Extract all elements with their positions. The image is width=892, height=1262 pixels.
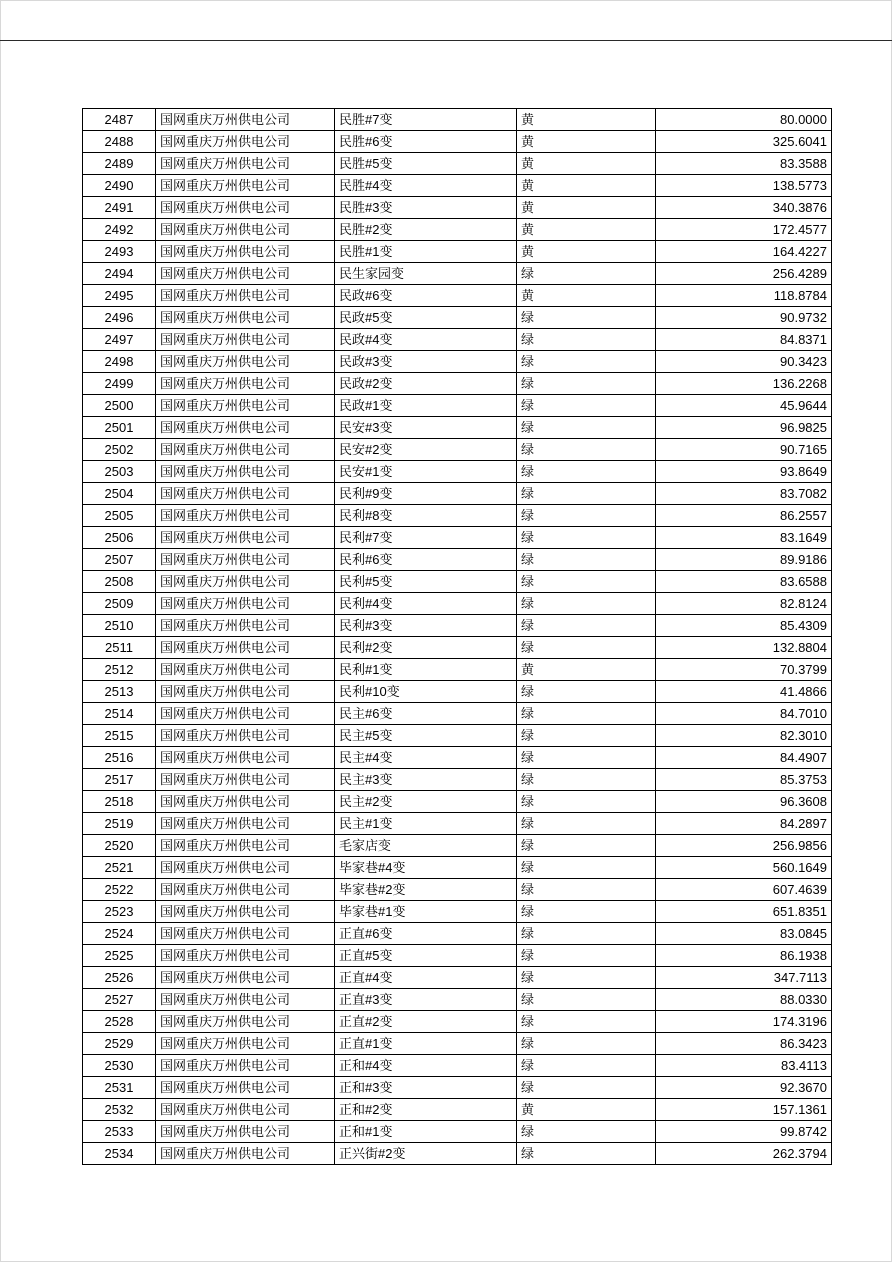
cell-row-number: 2495: [83, 285, 156, 307]
cell-value: 96.9825: [656, 417, 832, 439]
cell-row-number: 2490: [83, 175, 156, 197]
cell-value: 85.4309: [656, 615, 832, 637]
cell-value: 164.4227: [656, 241, 832, 263]
table-body: [83, 109, 832, 1165]
table-row: [83, 791, 832, 813]
table-row: [83, 131, 832, 153]
cell-value: 83.3588: [656, 153, 832, 175]
table-row: [83, 329, 832, 351]
cell-company-name: 国网重庆万州供电公司: [156, 1033, 335, 1055]
cell-row-number: 2531: [83, 1077, 156, 1099]
cell-value: 256.9856: [656, 835, 832, 857]
cell-row-number: 2516: [83, 747, 156, 769]
cell-company-name: 国网重庆万州供电公司: [156, 1077, 335, 1099]
cell-company-name: 国网重庆万州供电公司: [156, 615, 335, 637]
cell-company-name: 国网重庆万州供电公司: [156, 351, 335, 373]
cell-row-number: 2491: [83, 197, 156, 219]
cell-value: 80.0000: [656, 109, 832, 131]
cell-status: 绿: [517, 857, 656, 879]
cell-company-name: 国网重庆万州供电公司: [156, 1143, 335, 1165]
cell-company-name: 国网重庆万州供电公司: [156, 571, 335, 593]
cell-status: 绿: [517, 417, 656, 439]
cell-status: 绿: [517, 373, 656, 395]
cell-value: 89.9186: [656, 549, 832, 571]
table-row: [83, 1143, 832, 1165]
cell-status: 绿: [517, 593, 656, 615]
cell-value: 86.3423: [656, 1033, 832, 1055]
cell-value: 560.1649: [656, 857, 832, 879]
table-row: [83, 725, 832, 747]
cell-status: 绿: [517, 681, 656, 703]
cell-value: 651.8351: [656, 901, 832, 923]
cell-value: 262.3794: [656, 1143, 832, 1165]
cell-station-name: 正直#3变: [335, 989, 517, 1011]
cell-station-name: 民利#2变: [335, 637, 517, 659]
cell-station-name: 正和#4变: [335, 1055, 517, 1077]
cell-row-number: 2513: [83, 681, 156, 703]
cell-company-name: 国网重庆万州供电公司: [156, 131, 335, 153]
cell-status: 绿: [517, 505, 656, 527]
cell-company-name: 国网重庆万州供电公司: [156, 813, 335, 835]
cell-station-name: 民安#3变: [335, 417, 517, 439]
cell-row-number: 2528: [83, 1011, 156, 1033]
cell-station-name: 民主#5变: [335, 725, 517, 747]
cell-value: 83.1649: [656, 527, 832, 549]
cell-station-name: 民胜#2变: [335, 219, 517, 241]
cell-station-name: 民利#8变: [335, 505, 517, 527]
cell-status: 黄: [517, 1099, 656, 1121]
cell-value: 340.3876: [656, 197, 832, 219]
cell-company-name: 国网重庆万州供电公司: [156, 461, 335, 483]
cell-row-number: 2502: [83, 439, 156, 461]
cell-company-name: 国网重庆万州供电公司: [156, 593, 335, 615]
table-row: [83, 835, 832, 857]
cell-company-name: 国网重庆万州供电公司: [156, 725, 335, 747]
cell-status: 绿: [517, 725, 656, 747]
cell-row-number: 2522: [83, 879, 156, 901]
table-row: [83, 571, 832, 593]
table-row: [83, 505, 832, 527]
cell-station-name: 民利#1变: [335, 659, 517, 681]
table-row: [83, 681, 832, 703]
table-row: [83, 219, 832, 241]
cell-company-name: 国网重庆万州供电公司: [156, 989, 335, 1011]
cell-row-number: 2499: [83, 373, 156, 395]
cell-station-name: 毛家店变: [335, 835, 517, 857]
table-row: [83, 395, 832, 417]
cell-status: 黄: [517, 241, 656, 263]
cell-company-name: 国网重庆万州供电公司: [156, 241, 335, 263]
cell-company-name: 国网重庆万州供电公司: [156, 395, 335, 417]
table-row: [83, 175, 832, 197]
cell-station-name: 正直#5变: [335, 945, 517, 967]
cell-company-name: 国网重庆万州供电公司: [156, 417, 335, 439]
cell-status: 绿: [517, 835, 656, 857]
table-row: [83, 439, 832, 461]
cell-company-name: 国网重庆万州供电公司: [156, 1011, 335, 1033]
cell-value: 172.4577: [656, 219, 832, 241]
cell-company-name: 国网重庆万州供电公司: [156, 329, 335, 351]
cell-company-name: 国网重庆万州供电公司: [156, 659, 335, 681]
cell-row-number: 2498: [83, 351, 156, 373]
cell-status: 黄: [517, 659, 656, 681]
cell-station-name: 民利#7变: [335, 527, 517, 549]
cell-value: 84.7010: [656, 703, 832, 725]
cell-station-name: 民生家园变: [335, 263, 517, 285]
cell-company-name: 国网重庆万州供电公司: [156, 109, 335, 131]
cell-row-number: 2526: [83, 967, 156, 989]
cell-company-name: 国网重庆万州供电公司: [156, 175, 335, 197]
cell-company-name: 国网重庆万州供电公司: [156, 637, 335, 659]
cell-company-name: 国网重庆万州供电公司: [156, 263, 335, 285]
table-row: [83, 1011, 832, 1033]
cell-status: 绿: [517, 747, 656, 769]
cell-value: 136.2268: [656, 373, 832, 395]
cell-value: 118.8784: [656, 285, 832, 307]
cell-status: 绿: [517, 527, 656, 549]
cell-station-name: 正和#1变: [335, 1121, 517, 1143]
cell-station-name: 正直#2变: [335, 1011, 517, 1033]
cell-row-number: 2505: [83, 505, 156, 527]
cell-row-number: 2500: [83, 395, 156, 417]
cell-station-name: 正直#1变: [335, 1033, 517, 1055]
cell-status: 绿: [517, 967, 656, 989]
cell-company-name: 国网重庆万州供电公司: [156, 505, 335, 527]
cell-status: 黄: [517, 131, 656, 153]
cell-row-number: 2507: [83, 549, 156, 571]
table-row: [83, 989, 832, 1011]
cell-station-name: 民主#3变: [335, 769, 517, 791]
cell-status: 黄: [517, 197, 656, 219]
cell-company-name: 国网重庆万州供电公司: [156, 835, 335, 857]
cell-value: 70.3799: [656, 659, 832, 681]
cell-value: 90.7165: [656, 439, 832, 461]
cell-value: 325.6041: [656, 131, 832, 153]
table-row: [83, 109, 832, 131]
table-row: [83, 153, 832, 175]
table-row: [83, 1077, 832, 1099]
cell-station-name: 正和#3变: [335, 1077, 517, 1099]
cell-company-name: 国网重庆万州供电公司: [156, 197, 335, 219]
cell-value: 92.3670: [656, 1077, 832, 1099]
cell-company-name: 国网重庆万州供电公司: [156, 945, 335, 967]
cell-status: 黄: [517, 109, 656, 131]
cell-row-number: 2529: [83, 1033, 156, 1055]
cell-row-number: 2494: [83, 263, 156, 285]
cell-row-number: 2501: [83, 417, 156, 439]
cell-company-name: 国网重庆万州供电公司: [156, 901, 335, 923]
table-row: [83, 373, 832, 395]
table-row: [83, 417, 832, 439]
cell-status: 绿: [517, 1143, 656, 1165]
table-row: [83, 879, 832, 901]
cell-company-name: 国网重庆万州供电公司: [156, 769, 335, 791]
cell-station-name: 民政#4变: [335, 329, 517, 351]
cell-station-name: 民政#5变: [335, 307, 517, 329]
cell-station-name: 民利#4变: [335, 593, 517, 615]
cell-row-number: 2524: [83, 923, 156, 945]
table-row: [83, 1033, 832, 1055]
cell-station-name: 民胜#7变: [335, 109, 517, 131]
cell-status: 绿: [517, 483, 656, 505]
cell-station-name: 正直#6变: [335, 923, 517, 945]
cell-row-number: 2527: [83, 989, 156, 1011]
cell-value: 138.5773: [656, 175, 832, 197]
cell-station-name: 民主#4变: [335, 747, 517, 769]
cell-station-name: 正兴街#2变: [335, 1143, 517, 1165]
cell-row-number: 2489: [83, 153, 156, 175]
cell-company-name: 国网重庆万州供电公司: [156, 1099, 335, 1121]
cell-station-name: 民利#3变: [335, 615, 517, 637]
cell-station-name: 民利#9变: [335, 483, 517, 505]
table-row: [83, 461, 832, 483]
cell-status: 绿: [517, 549, 656, 571]
cell-value: 84.4907: [656, 747, 832, 769]
cell-value: 174.3196: [656, 1011, 832, 1033]
cell-status: 绿: [517, 879, 656, 901]
table-row: [83, 1121, 832, 1143]
table-row: [83, 857, 832, 879]
cell-status: 绿: [517, 1055, 656, 1077]
cell-station-name: 正直#4变: [335, 967, 517, 989]
cell-value: 347.7113: [656, 967, 832, 989]
cell-company-name: 国网重庆万州供电公司: [156, 857, 335, 879]
table-row: [83, 967, 832, 989]
table-row: [83, 703, 832, 725]
cell-value: 41.4866: [656, 681, 832, 703]
cell-row-number: 2510: [83, 615, 156, 637]
power-station-table: [82, 108, 832, 1165]
cell-status: 绿: [517, 1077, 656, 1099]
cell-row-number: 2506: [83, 527, 156, 549]
cell-value: 86.2557: [656, 505, 832, 527]
cell-status: 绿: [517, 791, 656, 813]
cell-value: 157.1361: [656, 1099, 832, 1121]
cell-company-name: 国网重庆万州供电公司: [156, 153, 335, 175]
cell-status: 绿: [517, 395, 656, 417]
table-row: [83, 1055, 832, 1077]
table-row: [83, 263, 832, 285]
cell-company-name: 国网重庆万州供电公司: [156, 923, 335, 945]
table-row: [83, 637, 832, 659]
cell-value: 84.8371: [656, 329, 832, 351]
table-row: [83, 769, 832, 791]
cell-company-name: 国网重庆万州供电公司: [156, 285, 335, 307]
cell-station-name: 民利#10变: [335, 681, 517, 703]
cell-row-number: 2533: [83, 1121, 156, 1143]
cell-status: 绿: [517, 637, 656, 659]
cell-station-name: 民政#6变: [335, 285, 517, 307]
cell-station-name: 民利#6变: [335, 549, 517, 571]
cell-station-name: 民主#2变: [335, 791, 517, 813]
cell-status: 绿: [517, 769, 656, 791]
cell-station-name: 民政#1变: [335, 395, 517, 417]
cell-row-number: 2530: [83, 1055, 156, 1077]
cell-status: 绿: [517, 1011, 656, 1033]
cell-value: 83.4113: [656, 1055, 832, 1077]
cell-status: 黄: [517, 153, 656, 175]
cell-company-name: 国网重庆万州供电公司: [156, 219, 335, 241]
cell-value: 93.8649: [656, 461, 832, 483]
cell-company-name: 国网重庆万州供电公司: [156, 373, 335, 395]
cell-row-number: 2517: [83, 769, 156, 791]
cell-value: 256.4289: [656, 263, 832, 285]
cell-company-name: 国网重庆万州供电公司: [156, 439, 335, 461]
cell-station-name: 民政#2变: [335, 373, 517, 395]
cell-status: 绿: [517, 1121, 656, 1143]
cell-status: 黄: [517, 175, 656, 197]
cell-station-name: 民胜#1变: [335, 241, 517, 263]
cell-status: 绿: [517, 923, 656, 945]
cell-station-name: 毕家巷#4变: [335, 857, 517, 879]
cell-row-number: 2487: [83, 109, 156, 131]
cell-station-name: 毕家巷#1变: [335, 901, 517, 923]
cell-value: 82.3010: [656, 725, 832, 747]
cell-row-number: 2534: [83, 1143, 156, 1165]
table-row: [83, 197, 832, 219]
table-row: [83, 923, 832, 945]
cell-value: 86.1938: [656, 945, 832, 967]
table-row: [83, 549, 832, 571]
cell-company-name: 国网重庆万州供电公司: [156, 681, 335, 703]
cell-row-number: 2514: [83, 703, 156, 725]
table-row: [83, 813, 832, 835]
cell-row-number: 2519: [83, 813, 156, 835]
cell-row-number: 2504: [83, 483, 156, 505]
cell-row-number: 2532: [83, 1099, 156, 1121]
cell-company-name: 国网重庆万州供电公司: [156, 791, 335, 813]
cell-station-name: 民主#6变: [335, 703, 517, 725]
cell-status: 绿: [517, 263, 656, 285]
cell-company-name: 国网重庆万州供电公司: [156, 1055, 335, 1077]
cell-company-name: 国网重庆万州供电公司: [156, 307, 335, 329]
cell-company-name: 国网重庆万州供电公司: [156, 703, 335, 725]
cell-row-number: 2497: [83, 329, 156, 351]
table-row: [83, 307, 832, 329]
cell-company-name: 国网重庆万州供电公司: [156, 1121, 335, 1143]
cell-station-name: 民安#2变: [335, 439, 517, 461]
table-row: [83, 241, 832, 263]
table-row: [83, 1099, 832, 1121]
cell-station-name: 毕家巷#2变: [335, 879, 517, 901]
cell-status: 绿: [517, 351, 656, 373]
cell-station-name: 民胜#5变: [335, 153, 517, 175]
cell-station-name: 民利#5变: [335, 571, 517, 593]
cell-value: 83.7082: [656, 483, 832, 505]
cell-row-number: 2511: [83, 637, 156, 659]
cell-value: 90.3423: [656, 351, 832, 373]
cell-company-name: 国网重庆万州供电公司: [156, 879, 335, 901]
cell-row-number: 2515: [83, 725, 156, 747]
cell-row-number: 2488: [83, 131, 156, 153]
cell-status: 黄: [517, 219, 656, 241]
cell-status: 绿: [517, 1033, 656, 1055]
cell-row-number: 2503: [83, 461, 156, 483]
cell-status: 绿: [517, 989, 656, 1011]
cell-row-number: 2520: [83, 835, 156, 857]
cell-value: 99.8742: [656, 1121, 832, 1143]
table-row: [83, 615, 832, 637]
table-row: [83, 527, 832, 549]
cell-station-name: 民政#3变: [335, 351, 517, 373]
cell-value: 83.0845: [656, 923, 832, 945]
cell-status: 绿: [517, 461, 656, 483]
table-row: [83, 593, 832, 615]
cell-value: 82.8124: [656, 593, 832, 615]
cell-station-name: 民主#1变: [335, 813, 517, 835]
cell-row-number: 2492: [83, 219, 156, 241]
table-row: [83, 901, 832, 923]
cell-status: 绿: [517, 945, 656, 967]
cell-row-number: 2523: [83, 901, 156, 923]
cell-station-name: 正和#2变: [335, 1099, 517, 1121]
cell-company-name: 国网重庆万州供电公司: [156, 549, 335, 571]
cell-value: 85.3753: [656, 769, 832, 791]
cell-station-name: 民胜#4变: [335, 175, 517, 197]
cell-row-number: 2493: [83, 241, 156, 263]
cell-value: 96.3608: [656, 791, 832, 813]
cell-company-name: 国网重庆万州供电公司: [156, 747, 335, 769]
cell-status: 绿: [517, 901, 656, 923]
table-row: [83, 351, 832, 373]
cell-value: 84.2897: [656, 813, 832, 835]
cell-status: 绿: [517, 615, 656, 637]
cell-status: 绿: [517, 307, 656, 329]
cell-value: 88.0330: [656, 989, 832, 1011]
table-row: [83, 285, 832, 307]
cell-value: 83.6588: [656, 571, 832, 593]
cell-station-name: 民胜#3变: [335, 197, 517, 219]
cell-value: 90.9732: [656, 307, 832, 329]
cell-station-name: 民胜#6变: [335, 131, 517, 153]
table-row: [83, 483, 832, 505]
top-divider-line: [0, 40, 892, 41]
table-row: [83, 659, 832, 681]
cell-value: 45.9644: [656, 395, 832, 417]
cell-row-number: 2508: [83, 571, 156, 593]
cell-row-number: 2512: [83, 659, 156, 681]
cell-row-number: 2518: [83, 791, 156, 813]
cell-status: 黄: [517, 285, 656, 307]
cell-status: 绿: [517, 571, 656, 593]
table-row: [83, 747, 832, 769]
cell-company-name: 国网重庆万州供电公司: [156, 483, 335, 505]
cell-row-number: 2496: [83, 307, 156, 329]
cell-station-name: 民安#1变: [335, 461, 517, 483]
cell-status: 绿: [517, 329, 656, 351]
cell-row-number: 2509: [83, 593, 156, 615]
cell-row-number: 2521: [83, 857, 156, 879]
cell-status: 绿: [517, 439, 656, 461]
cell-row-number: 2525: [83, 945, 156, 967]
cell-company-name: 国网重庆万州供电公司: [156, 967, 335, 989]
cell-status: 绿: [517, 813, 656, 835]
cell-value: 132.8804: [656, 637, 832, 659]
cell-company-name: 国网重庆万州供电公司: [156, 527, 335, 549]
table-row: [83, 945, 832, 967]
cell-value: 607.4639: [656, 879, 832, 901]
cell-status: 绿: [517, 703, 656, 725]
